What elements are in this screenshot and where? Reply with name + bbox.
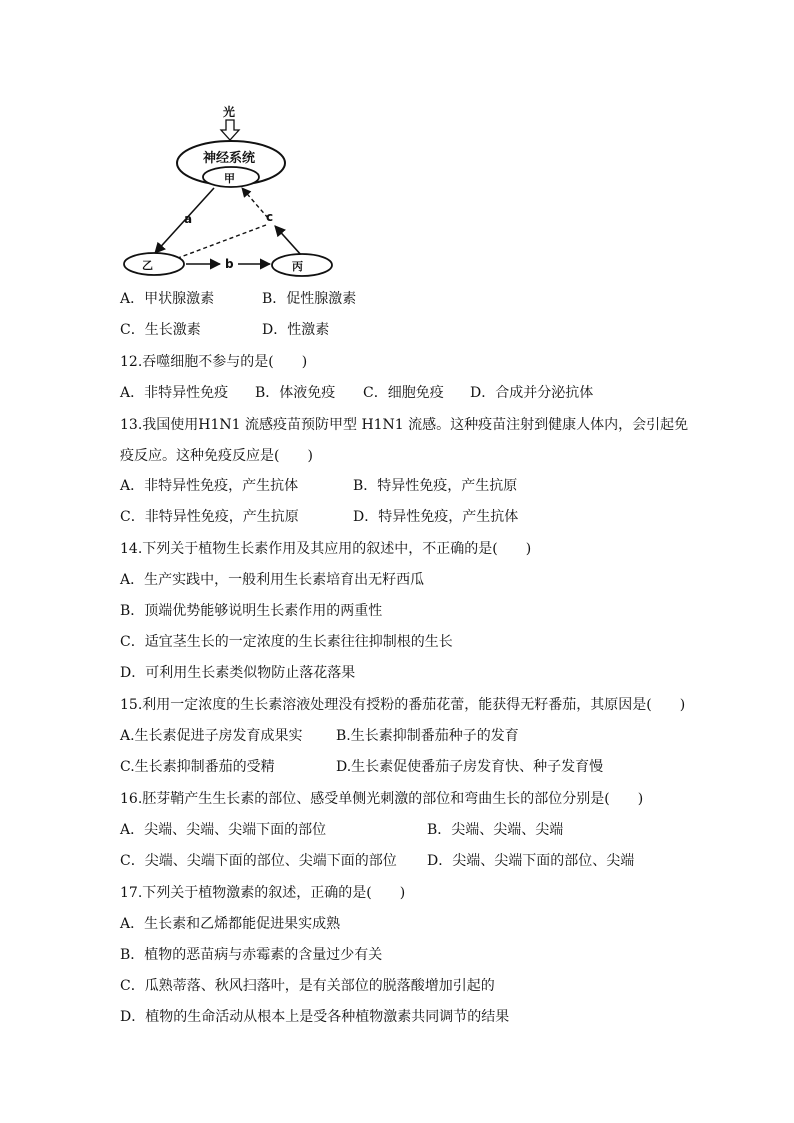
- q13-stem-line1: 13.我国使用H1N1 流感疫苗预防甲型 H1N1 流感。这种疫苗注射到健康人体内，会引起免: [120, 417, 689, 433]
- q12-option-a: A．非特异性免疫: [120, 385, 229, 401]
- q16-option-c: C．尖端、尖端下面的部位、尖端下面的部位: [120, 853, 397, 869]
- q15-option-b: B.生长素抑制番茄种子的发育: [336, 728, 519, 744]
- label-b: b: [225, 257, 234, 271]
- light-label: 光: [223, 105, 236, 119]
- nervous-system-label: 神经系统: [203, 151, 256, 166]
- diagram-svg: [118, 100, 338, 280]
- q11-option-a: A．甲状腺激素: [120, 291, 215, 307]
- yi-ellipse: [124, 253, 184, 275]
- q12-stem: 12.吞噬细胞不参与的是( ): [120, 354, 308, 370]
- q13-option-a: A．非特异性免疫，产生抗体: [120, 478, 299, 494]
- bing-label: 丙: [292, 260, 303, 273]
- q11-option-b: B．促性腺激素: [262, 291, 357, 307]
- q16-option-b: B．尖端、尖端、尖端: [427, 822, 564, 838]
- q11-option-c: C．生长激素: [120, 322, 201, 338]
- jia-label: 甲: [224, 172, 235, 185]
- q12-option-d: D．合成并分泌抗体: [470, 385, 594, 401]
- q17-stem: 17.下列关于植物激素的叙述，正确的是( ): [120, 885, 406, 901]
- q13-option-b: B．特异性免疫，产生抗原: [353, 478, 518, 494]
- q15-option-c: C.生长素抑制番茄的受精: [120, 759, 275, 775]
- q17-option-c: C．瓜熟蒂落、秋风扫落叶，是有关部位的脱落酸增加引起的: [120, 978, 495, 994]
- q17-option-b: B．植物的恶苗病与赤霉素的含量过少有关: [120, 947, 383, 963]
- q13-stem-line2: 疫反应。这种免疫反应是( ): [120, 448, 313, 464]
- hormone-regulation-diagram: [118, 100, 338, 280]
- q16-option-d: D．尖端、尖端下面的部位、尖端: [427, 853, 635, 869]
- q13-option-d: D．特异性免疫，产生抗体: [353, 509, 519, 525]
- q15-option-d: D.生长素促使番茄子房发育快、种子发育慢: [336, 759, 604, 775]
- q14-option-d: D．可利用生长素类似物防止落花落果: [120, 665, 356, 681]
- q15-stem: 15.利用一定浓度的生长素溶液处理没有授粉的番茄花蕾，能获得无籽番茄，其原因是( ): [120, 697, 686, 713]
- q13-option-c: C．非特异性免疫，产生抗原: [120, 509, 299, 525]
- q12-option-c: C．细胞免疫: [363, 385, 444, 401]
- q15-option-a: A.生长素促进子房发育成果实: [120, 728, 303, 744]
- q14-option-a: A．生产实践中，一般利用生长素培育出无籽西瓜: [120, 572, 425, 588]
- q16-stem: 16.胚芽鞘产生生长素的部位、感受单侧光刺激的部位和弯曲生长的部位分别是( ): [120, 791, 644, 807]
- arrow-c-from-bing: [275, 226, 302, 256]
- label-c: c: [266, 210, 274, 224]
- q14-option-c: C．适宜茎生长的一定浓度的生长素往往抑制根的生长: [120, 634, 453, 650]
- q17-option-d: D．植物的生命活动从根本上是受各种植物激素共同调节的结果: [120, 1009, 510, 1025]
- q12-option-b: B．体液免疫: [255, 385, 336, 401]
- q14-stem: 14.下列关于植物生长素作用及其应用的叙述中，不正确的是( ): [120, 541, 532, 557]
- q14-option-b: B．顶端优势能够说明生长素作用的两重性: [120, 603, 383, 619]
- arrow-c-to-jia: [242, 188, 268, 218]
- yi-label: 乙: [142, 259, 153, 272]
- q17-option-a: A．生长素和乙烯都能促进果实成熟: [120, 916, 341, 932]
- light-arrow: [221, 120, 239, 140]
- q11-option-d: D．性激素: [262, 322, 330, 338]
- q16-option-a: A．尖端、尖端、尖端下面的部位: [120, 822, 327, 838]
- label-a: a: [184, 212, 193, 226]
